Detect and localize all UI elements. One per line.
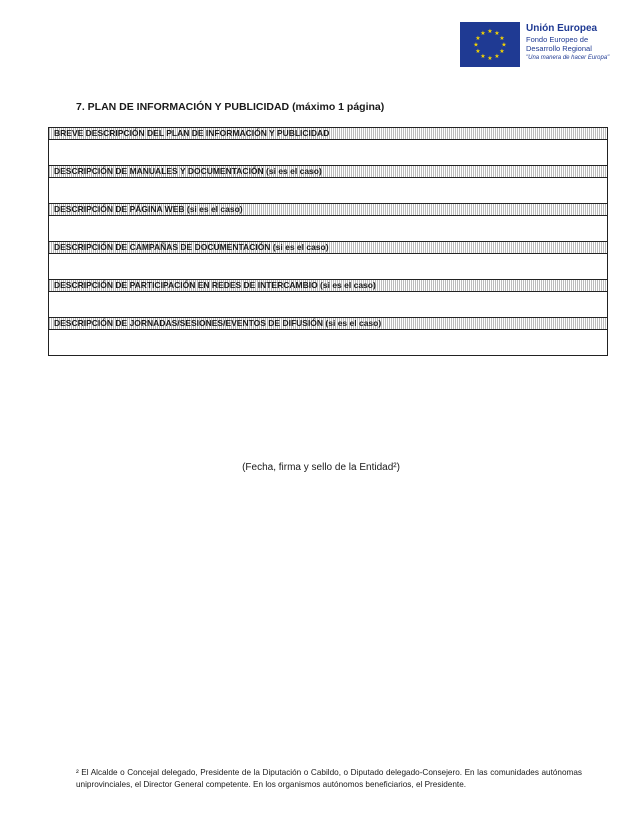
section-title: 7. PLAN DE INFORMACIÓN Y PUBLICIDAD [76, 101, 290, 113]
svg-text:★: ★ [487, 55, 493, 62]
section-heading [76, 101, 384, 113]
svg-text:★: ★ [494, 30, 500, 37]
row-header-networks: DESCRIPCIÓN DE PARTICIPACIÓN EN REDES DE INTERCAMBIO (si es el caso) [49, 279, 607, 292]
signature-line: (Fecha, firma y sello de la Entidad²) [242, 462, 400, 473]
svg-text:★: ★ [501, 41, 507, 49]
logo-line-1: Unión Europea [526, 23, 598, 34]
row-header-campaigns: DESCRIPCIÓN DE CAMPAÑAS DE DOCUMENTACIÓN (si es el caso) [49, 241, 607, 254]
svg-text:★: ★ [475, 48, 481, 55]
section-note: (máximo 1 página) [292, 101, 385, 113]
row-field-manuals[interactable] [49, 178, 607, 203]
svg-text:★: ★ [499, 35, 505, 42]
svg-text:★: ★ [480, 53, 486, 60]
svg-text:★: ★ [494, 53, 500, 60]
row-field-events[interactable] [49, 330, 607, 355]
row-field-campaigns[interactable] [49, 254, 607, 279]
row-header-manuals: DESCRIPCIÓN DE MANUALES Y DOCUMENTACIÓN (si es el caso) [49, 165, 607, 178]
svg-text:★: ★ [487, 28, 493, 35]
row-field-web[interactable] [49, 216, 607, 241]
footnote: ² El Alcalde o Concejal delegado, Presidente de la Diputación o Cabildo, o Diputado delegado-Consejero. En las comunidades autónomas uniprovinciales, el Director General competente. En los organismos autónomos beneficiarios, el Presidente. [76, 768, 582, 789]
logo-tagline: "Una manera de hacer Europa" [526, 55, 610, 61]
row-header-plan: BREVE DESCRIPCIÓN DEL PLAN DE INFORMACIÓN Y PUBLICIDAD [49, 128, 607, 140]
row-header-web: DESCRIPCIÓN DE PÁGINA WEB (si es el caso) [49, 203, 607, 216]
svg-text:★: ★ [475, 35, 481, 42]
row-header-events: DESCRIPCIÓN DE JORNADAS/SESIONES/EVENTOS DE DIFUSIÓN (si es el caso) [49, 317, 607, 330]
logo-line-3: Desarrollo Regional [526, 44, 592, 53]
eu-flag-icon [460, 22, 520, 67]
eu-logo [460, 22, 630, 68]
logo-line-2: Fondo Europeo de [526, 35, 589, 44]
eu-stars-icon [460, 22, 520, 67]
row-field-plan[interactable] [49, 140, 607, 165]
svg-text:★: ★ [480, 30, 486, 37]
info-plan-table [48, 127, 608, 356]
row-field-networks[interactable] [49, 292, 607, 317]
svg-text:★: ★ [473, 41, 479, 49]
svg-text:★: ★ [499, 48, 505, 55]
